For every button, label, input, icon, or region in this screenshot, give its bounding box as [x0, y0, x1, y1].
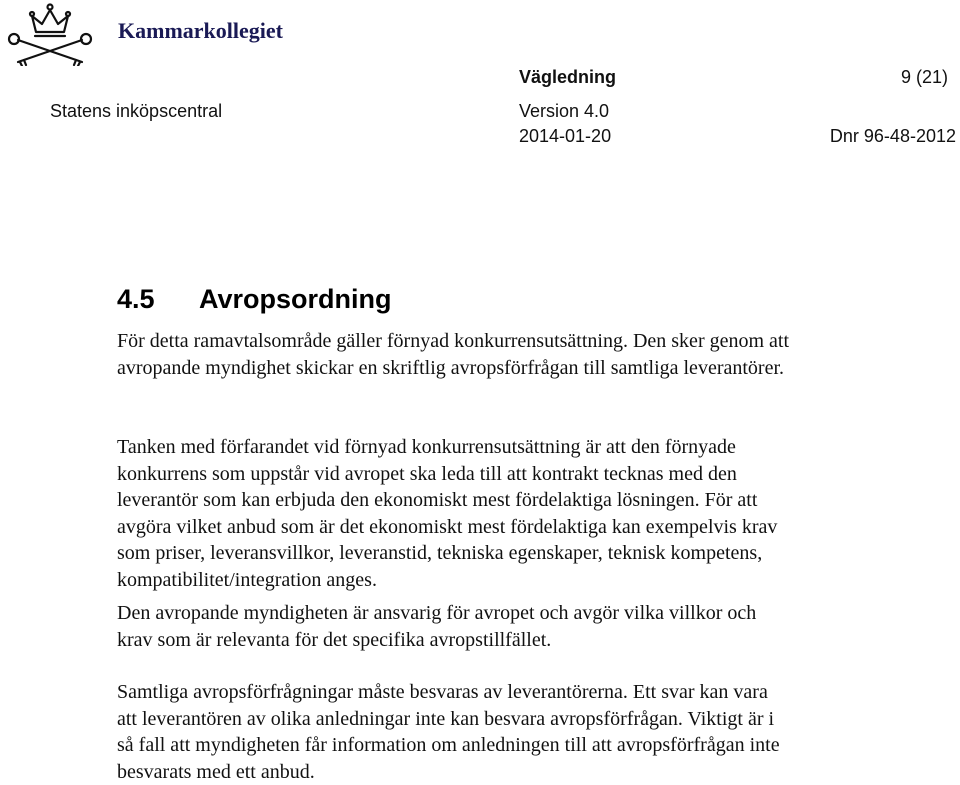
text-line: att leverantören av olika anledningar inte kan besvara avropsförfrågan. Viktigt är i — [117, 707, 775, 730]
text-line: kompatibilitet/integration anges. — [117, 568, 377, 591]
document-type: Vägledning — [519, 67, 617, 87]
text-line: Den avropande myndigheten är ansvarig för avropet och avgör vilka villkor och — [117, 602, 757, 624]
organization-name: Kammarkollegiet — [118, 18, 283, 43]
section-title: Avropsordning — [199, 284, 392, 314]
section-number: 4.5 — [117, 284, 155, 314]
text-line: leverantör som kan erbjuda den ekonomiskt mest fördelaktiga lösningen. För att — [117, 489, 758, 511]
text-line: Tanken med förfarandet vid förnyad konkurrensutsättning är att den förnyade — [117, 436, 736, 458]
paragraph — [117, 679, 917, 785]
text-line: avropande myndighet skickar en skriftlig avropsförfrågan till samtliga leverantörer. — [117, 356, 785, 379]
paragraph — [117, 600, 917, 653]
section-heading — [117, 284, 392, 314]
crown-keys-logo-icon — [2, 2, 98, 66]
text-line: krav som är relevanta för det specifika avropstillfället. — [117, 628, 552, 651]
page-number: 9 (21) — [900, 67, 948, 87]
text-line: Samtliga avropsförfrågningar måste besvaras av leverantörerna. Ett svar kan vara — [117, 681, 768, 703]
document-version: Version 4.0 — [519, 101, 610, 121]
unit-name: Statens inköpscentral — [50, 101, 223, 121]
reference-number: Dnr 96-48-2012 — [829, 126, 956, 146]
text-line: besvarats med ett anbud. — [117, 760, 315, 783]
paragraph — [117, 328, 917, 381]
text-line: För detta ramavtalsområde gäller förnyad konkurrensutsättning. Den sker genom att — [117, 330, 790, 352]
text-line: så fall att myndigheten får information om anledningen till att avropsförfrågan inte — [117, 734, 780, 756]
paragraph — [117, 434, 917, 593]
text-line: som priser, leveransvillkor, leveranstid, tekniska egenskaper, teknisk kompetens, — [117, 542, 763, 564]
text-line: konkurrens som uppstår vid avropet ska leda till att kontrakt tecknas med den — [117, 462, 737, 485]
text-line: avgöra vilket anbud som är det ekonomiskt mest fördelaktiga kan exempelvis krav — [117, 515, 778, 538]
document-date: 2014-01-20 — [519, 126, 612, 146]
